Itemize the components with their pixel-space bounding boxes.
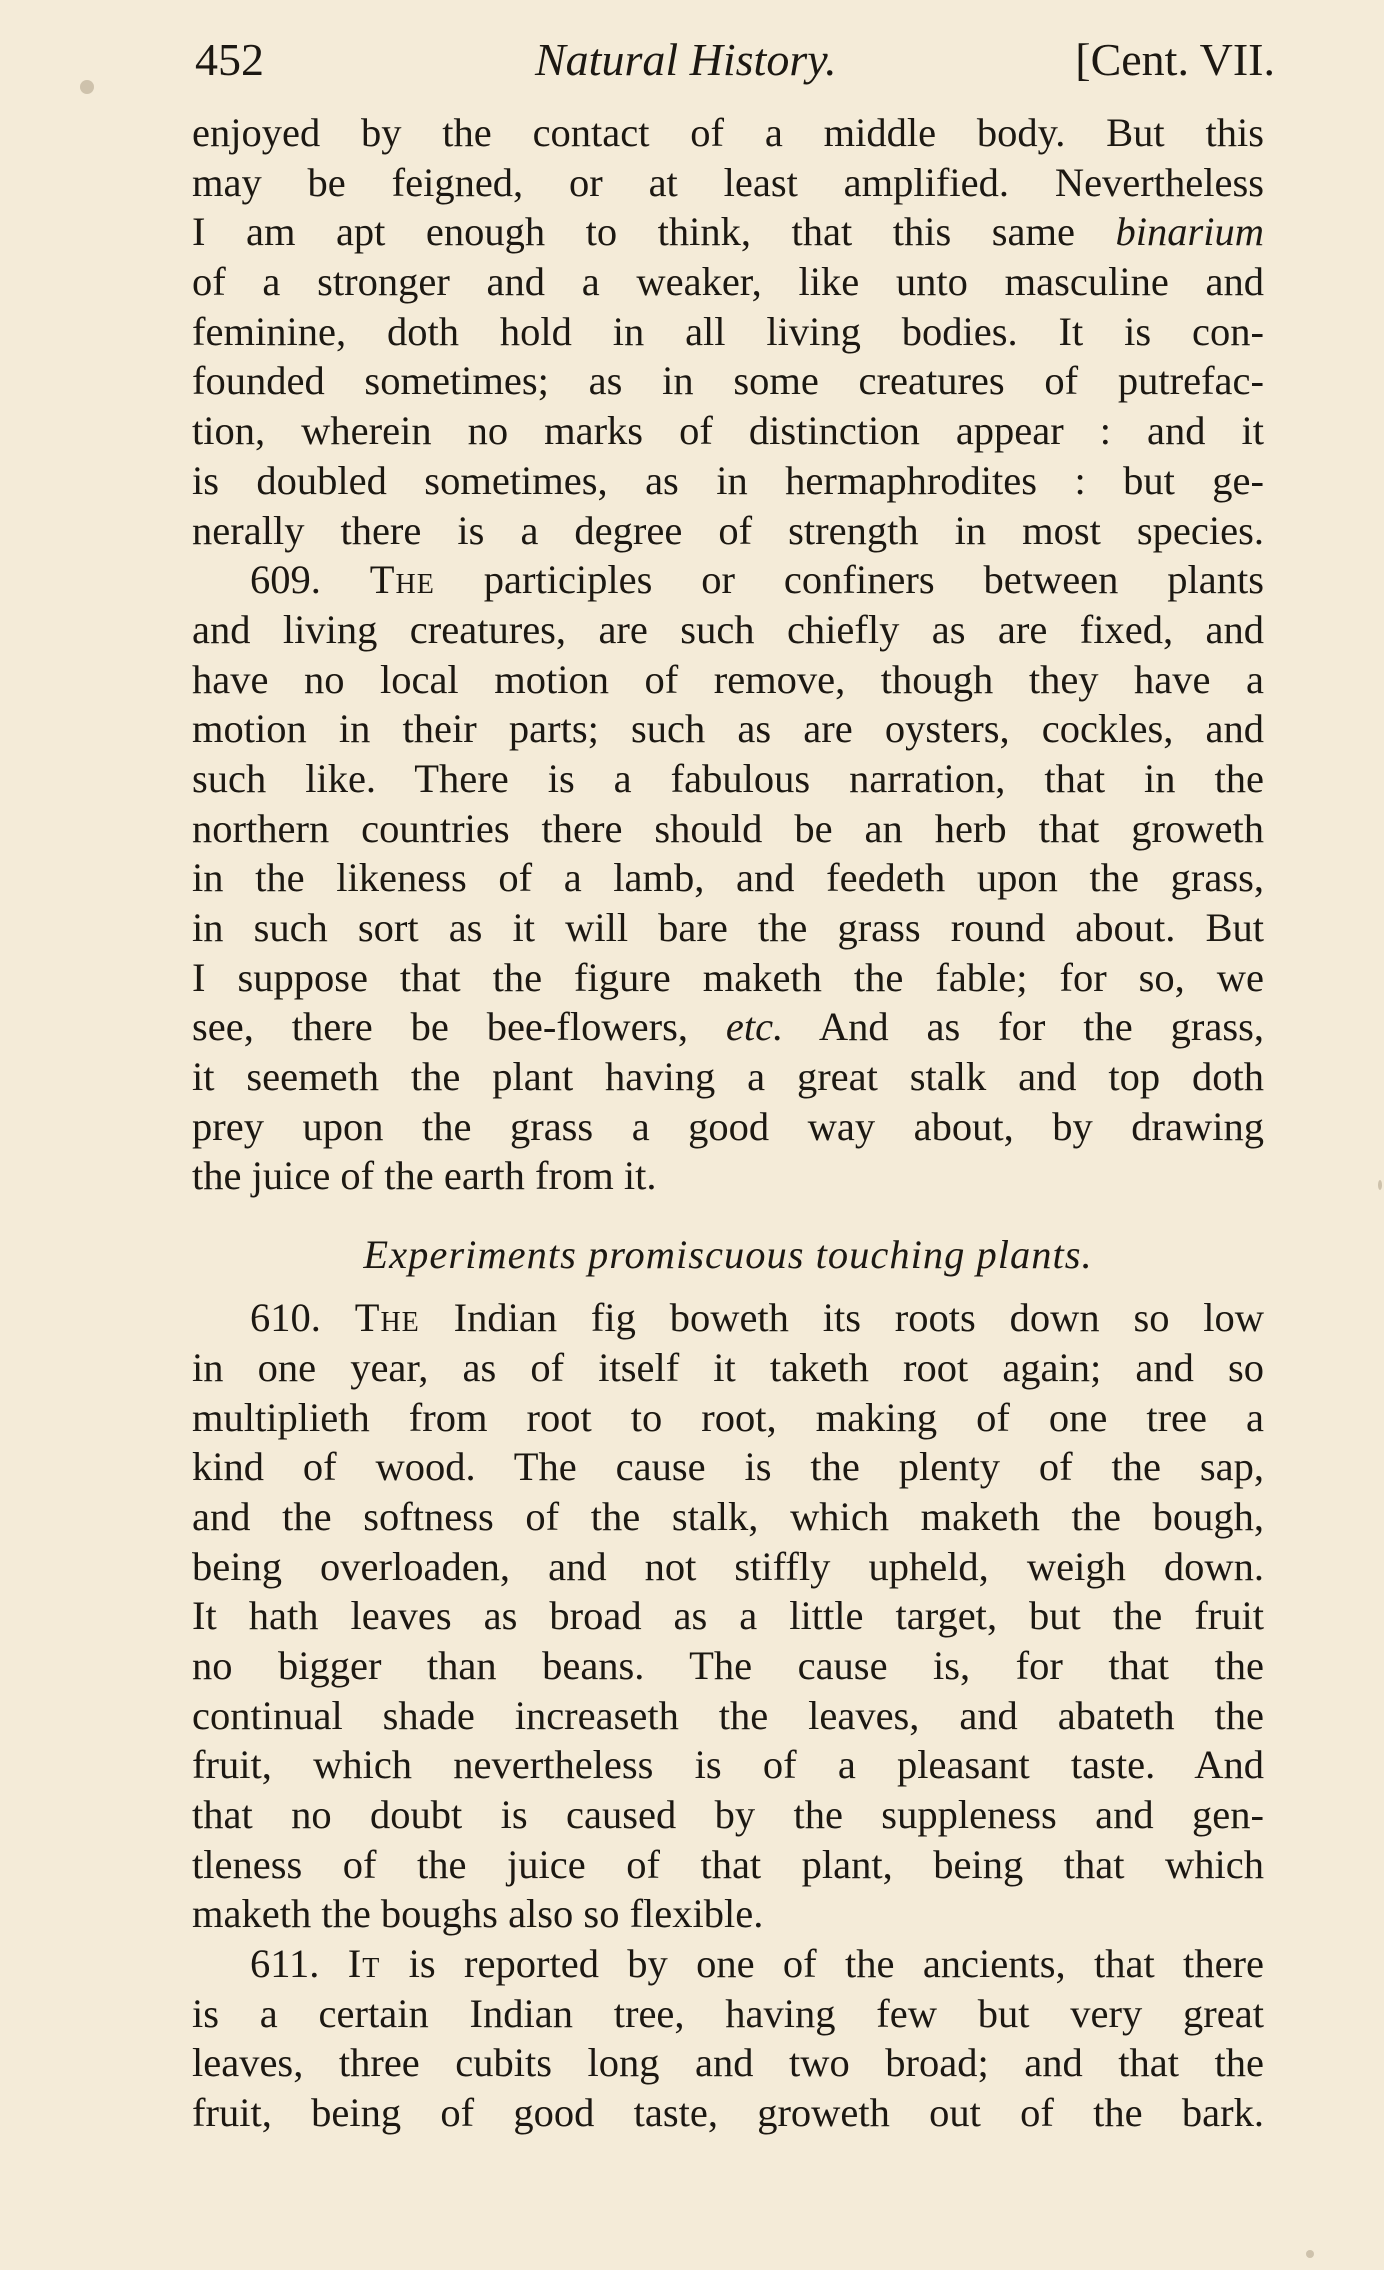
page-number: 452 [195, 34, 264, 85]
text-line: multiplieth from root to root, making of one tree a [192, 1394, 1264, 1440]
text-line: tleness of the juice of that plant, being that which [192, 1841, 1264, 1887]
text-line: in one year, as of itself it taketh root again; and so [192, 1344, 1264, 1390]
text-line: it seemeth the plant having a great stalk and top doth [192, 1054, 1264, 1100]
section-heading: Experiments promiscuous touching plants. [363, 1232, 1093, 1278]
text-line: It hath leaves as broad as a little target, but the fruit [192, 1593, 1264, 1639]
text-line: tion, wherein no marks of distinction appear : and it [192, 408, 1264, 454]
text-line: the juice of the earth from it. [192, 1153, 657, 1199]
text-line: feminine, doth hold in all living bodies. It is con- [192, 308, 1264, 354]
paragraph-number: 611. [250, 1941, 320, 1987]
italic-etc: etc. [725, 1004, 784, 1050]
paper-speck [80, 80, 94, 94]
paper-speck [1306, 2250, 1314, 2258]
text-line: maketh the boughs also so flexible. [192, 1891, 764, 1937]
text-line: enjoyed by the contact of a middle body. But this [192, 110, 1264, 155]
paragraph-number: 610. [250, 1295, 321, 1341]
text-line: such like. There is a fabulous narration, that in the [192, 755, 1264, 801]
text-line: fruit, which nevertheless is of a pleasant taste. And [192, 1742, 1264, 1788]
paragraph-number: 609. [250, 557, 321, 603]
text-line: is a certain Indian tree, having few but very great [192, 1990, 1264, 2036]
running-title: Natural History. [535, 34, 837, 85]
text-line: prey upon the grass a good way about, by drawing [192, 1103, 1264, 1149]
paragraph-609-start: 609. The participles or confiners between plants [250, 557, 1265, 603]
text-line: and the softness of the stalk, which maketh the bough, [192, 1493, 1264, 1539]
section-marker: [Cent. VII. [1075, 34, 1275, 85]
text-line: nerally there is a degree of strength in most species. [192, 507, 1264, 553]
text-line: being overloaden, and not stiffly upheld, weigh down. [192, 1543, 1264, 1589]
text-line: and living creatures, are such chiefly as are fixed, and [192, 606, 1264, 652]
text-line: that no doubt is caused by the suppleness and gen- [192, 1792, 1264, 1837]
text-line: fruit, being of good taste, groweth out of the bark. [192, 2090, 1264, 2136]
text-line: founded sometimes; as in some creatures of putrefac- [192, 358, 1264, 404]
text-line: have no local motion of remove, though they have a [192, 656, 1264, 702]
text-line: may be feigned, or at least amplified. Nevertheless [192, 159, 1264, 205]
text-line: in the likeness of a lamb, and feedeth upon the grass, [192, 855, 1264, 901]
paragraph-611-start: 611. It is reported by one of the ancients, that there [250, 1941, 1265, 1987]
text-line: kind of wood. The cause is the plenty of the sap, [192, 1444, 1264, 1490]
text-line: of a stronger and a weaker, like unto masculine and [192, 259, 1264, 305]
text-line: see, there be bee-flowers, etc. And as for the grass, [192, 1004, 1265, 1050]
text-line: I suppose that the figure maketh the fable; for so, we [192, 954, 1264, 1000]
text-line: no bigger than beans. The cause is, for that the [192, 1642, 1264, 1688]
running-head [185, 30, 1275, 90]
text-line: continual shade increaseth the leaves, and abateth the [192, 1692, 1264, 1738]
text-block [192, 108, 1264, 2138]
text-line: motion in their parts; such as are oysters, cockles, and [192, 706, 1264, 752]
text-line: leaves, three cubits long and two broad; and that the [192, 2040, 1264, 2086]
text-line: is doubled sometimes, as in hermaphrodites : but ge- [192, 457, 1264, 503]
paragraph-610-start: 610. The Indian fig boweth its roots down so low [250, 1295, 1265, 1341]
text-line: in such sort as it will bare the grass round about. But [192, 905, 1264, 950]
italic-term: binarium [1115, 209, 1264, 255]
text-line: I am apt enough to think, that this same binarium [192, 209, 1264, 255]
text-line: northern countries there should be an herb that groweth [192, 805, 1264, 851]
paper-speck [1378, 1180, 1382, 1190]
